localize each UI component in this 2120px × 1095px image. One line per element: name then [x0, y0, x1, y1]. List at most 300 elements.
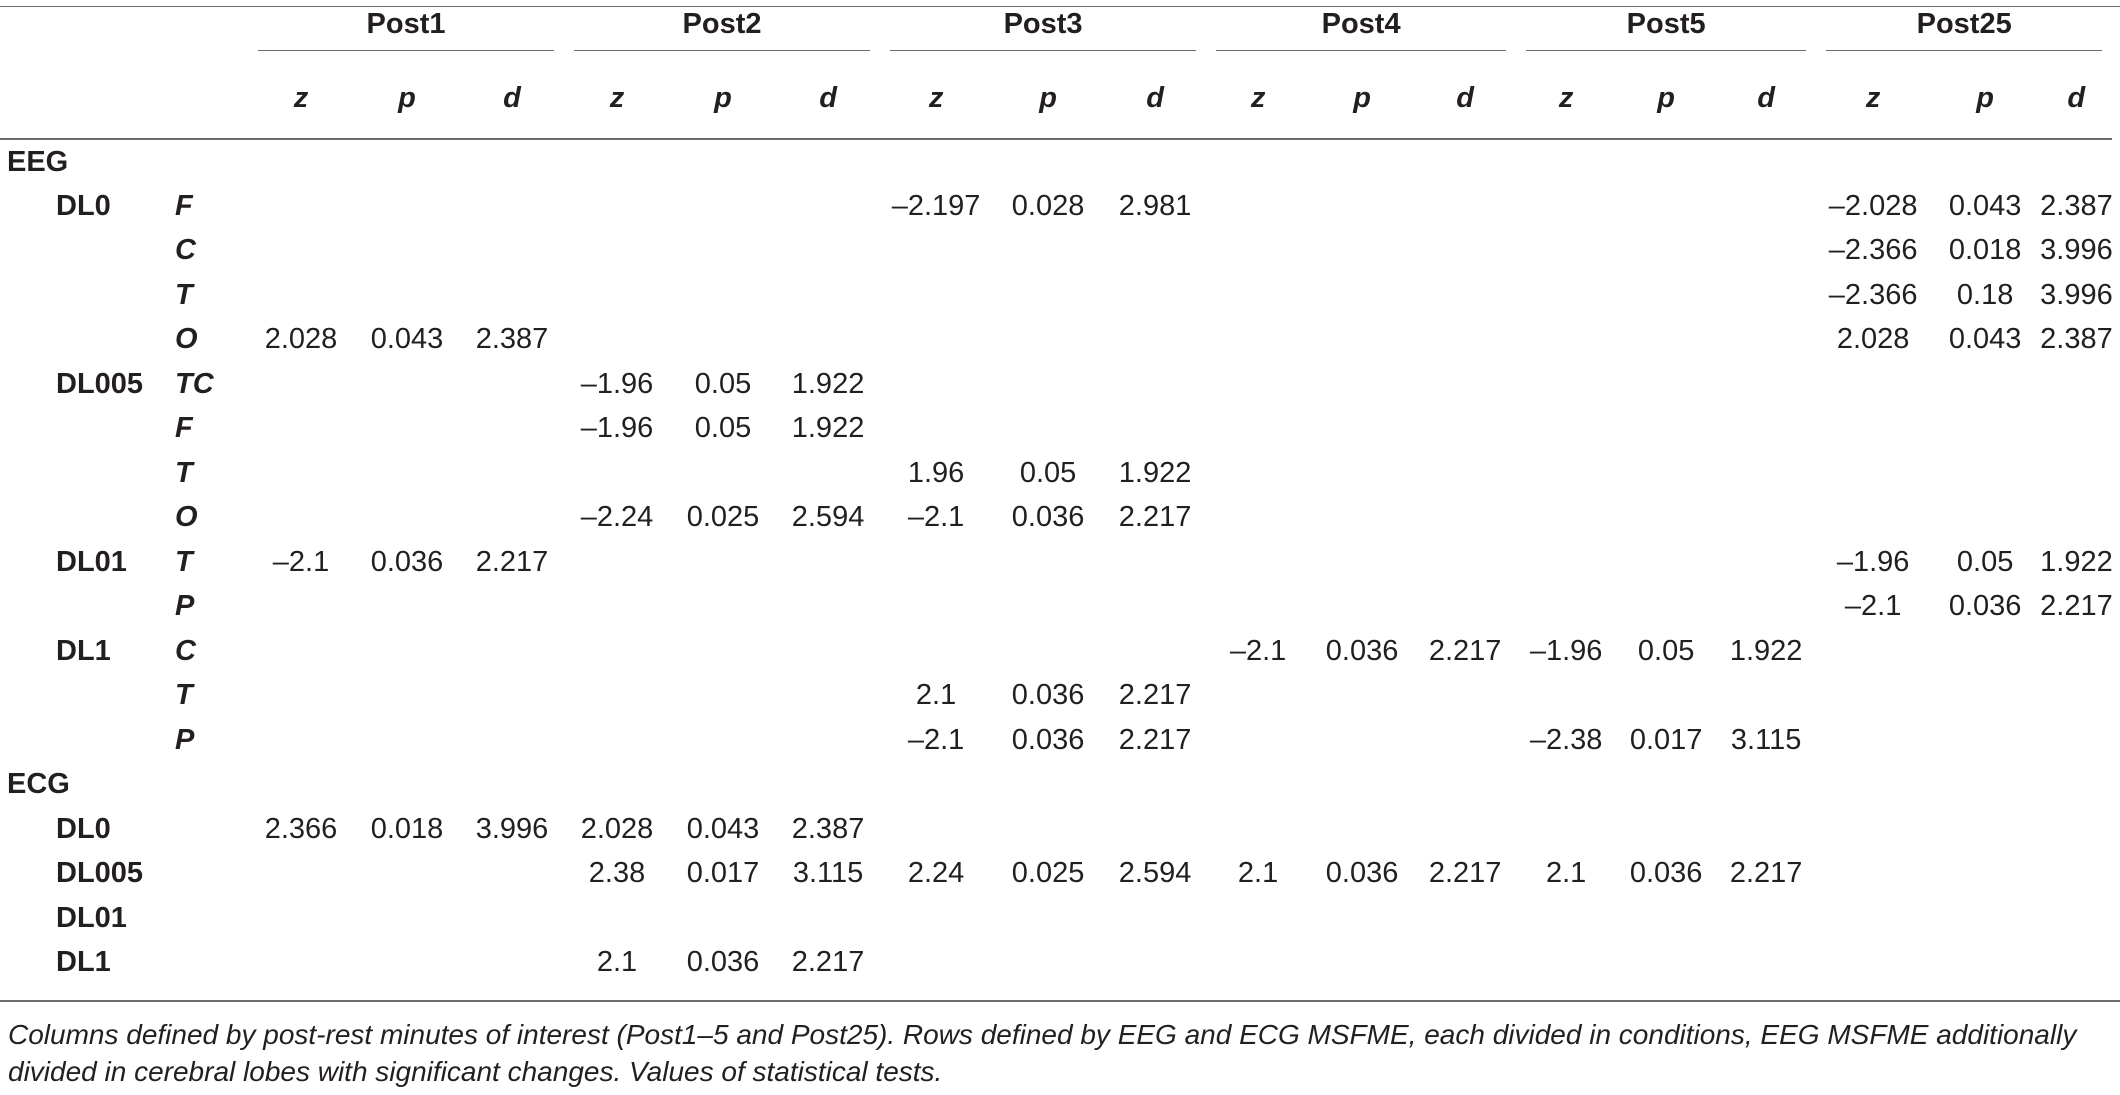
- value-cell: [880, 762, 992, 807]
- value-cell: [564, 451, 670, 496]
- value-cell: [1716, 540, 1816, 585]
- value-cell: 0.05: [1956, 545, 2014, 578]
- value-cell: [992, 317, 1104, 362]
- value-cell: [248, 673, 354, 718]
- value-cell: [776, 317, 880, 362]
- value-cell: 0.036: [370, 545, 444, 578]
- value-cell: [1930, 940, 2040, 985]
- table-row: [0, 896, 2112, 941]
- value-cell: –2.197: [891, 189, 981, 222]
- value-cell: [1716, 406, 1816, 451]
- value-cell: [1414, 317, 1516, 362]
- value-cell: [880, 896, 992, 941]
- value-cell: [354, 273, 460, 318]
- value-cell: [1104, 629, 1206, 674]
- value-cell: –2.028: [1828, 189, 1918, 222]
- value-cell: [1930, 451, 2040, 496]
- value-cell: [670, 139, 776, 184]
- value-cell: [670, 317, 776, 362]
- value-cell: [776, 673, 880, 718]
- value-cell: [1206, 273, 1310, 318]
- value-cell: [1516, 139, 1616, 184]
- value-cell: 0.18: [1956, 278, 2014, 311]
- value-cell: [1310, 139, 1414, 184]
- value-cell: [248, 584, 354, 629]
- value-cell: [564, 762, 670, 807]
- value-cell: [1930, 495, 2040, 540]
- value-cell: [354, 406, 460, 451]
- sub-header-d: d: [1757, 82, 1775, 114]
- value-cell: [460, 896, 564, 941]
- value-cell: [1414, 184, 1516, 229]
- value-cell: [1104, 896, 1206, 941]
- value-cell: [564, 718, 670, 763]
- condition-label: DL01: [56, 545, 127, 578]
- value-cell: 2.594: [791, 501, 865, 534]
- value-cell: [2040, 851, 2112, 896]
- sub-header-row: [0, 58, 2112, 139]
- condition-label: DL01: [56, 901, 127, 934]
- value-cell: [1414, 273, 1516, 318]
- value-cell: 0.017: [1629, 723, 1703, 756]
- value-cell: 2.217: [2040, 590, 2113, 623]
- value-cell: [992, 139, 1104, 184]
- value-cell: [1716, 896, 1816, 941]
- value-cell: 0.05: [1637, 634, 1695, 667]
- value-cell: [248, 940, 354, 985]
- value-cell: [1206, 184, 1310, 229]
- value-cell: [1104, 807, 1206, 852]
- value-cell: [1516, 807, 1616, 852]
- value-cell: [1716, 317, 1816, 362]
- value-cell: [1310, 718, 1414, 763]
- value-cell: [1206, 495, 1310, 540]
- value-cell: [1206, 139, 1310, 184]
- value-cell: [670, 762, 776, 807]
- value-cell: [1414, 673, 1516, 718]
- value-cell: [1414, 896, 1516, 941]
- value-cell: 2.217: [1118, 501, 1192, 534]
- value-cell: 0.043: [1948, 323, 2022, 356]
- table-row: [0, 406, 2112, 451]
- value-cell: [248, 718, 354, 763]
- value-cell: [1930, 629, 2040, 674]
- value-cell: [1930, 673, 2040, 718]
- value-cell: 0.05: [1019, 456, 1077, 489]
- value-cell: 2.028: [580, 812, 654, 845]
- value-cell: [1516, 362, 1616, 407]
- value-cell: [1206, 317, 1310, 362]
- value-cell: 2.387: [791, 812, 865, 845]
- value-cell: [670, 896, 776, 941]
- group-header-post4: [1206, 0, 1516, 58]
- value-cell: 2.1: [1545, 857, 1587, 890]
- sub-header-p: p: [1353, 82, 1371, 114]
- value-cell: –1.96: [580, 412, 654, 445]
- value-cell: [564, 273, 670, 318]
- value-cell: [460, 406, 564, 451]
- indent-cell: [0, 673, 32, 718]
- value-cell: 2.387: [2040, 189, 2113, 222]
- table-row: [0, 762, 2112, 807]
- value-cell: [992, 940, 1104, 985]
- lobe-label: F: [175, 189, 193, 222]
- value-cell: [1716, 807, 1816, 852]
- value-cell: [354, 362, 460, 407]
- condition-label: DL0: [56, 189, 111, 222]
- section-label: EEG: [7, 145, 69, 178]
- value-cell: [2040, 718, 2112, 763]
- group-header-post3: [880, 0, 1206, 58]
- table-header: [0, 0, 2112, 139]
- value-cell: [248, 273, 354, 318]
- value-cell: [354, 451, 460, 496]
- value-cell: [564, 184, 670, 229]
- table-row: [0, 317, 2112, 362]
- value-cell: [248, 406, 354, 451]
- value-cell: [1516, 540, 1616, 585]
- group-header-post1: [248, 0, 564, 58]
- lobe-label: T: [175, 278, 193, 311]
- value-cell: –2.1: [1229, 634, 1287, 667]
- value-cell: [1414, 406, 1516, 451]
- value-cell: [1616, 584, 1716, 629]
- lobe-label: T: [175, 679, 193, 712]
- value-cell: 3.115: [792, 857, 864, 890]
- value-cell: [1414, 495, 1516, 540]
- value-cell: 0.036: [1011, 501, 1085, 534]
- lobe-label: T: [175, 545, 193, 578]
- value-cell: [1310, 362, 1414, 407]
- value-cell: [1816, 896, 1930, 941]
- value-cell: [992, 273, 1104, 318]
- value-cell: [2040, 896, 2112, 941]
- value-cell: [1414, 451, 1516, 496]
- table-row: [0, 228, 2112, 273]
- value-cell: [460, 673, 564, 718]
- group-header-post2: [564, 0, 880, 58]
- group-header-label: Post2: [574, 8, 870, 51]
- table-row: [0, 495, 2112, 540]
- value-cell: –2.38: [1529, 723, 1603, 756]
- value-cell: 2.217: [1428, 634, 1502, 667]
- value-cell: [1206, 718, 1310, 763]
- value-cell: [992, 807, 1104, 852]
- value-cell: 1.922: [2040, 545, 2113, 578]
- group-header-post25: [1816, 0, 2112, 58]
- value-cell: [880, 362, 992, 407]
- table-row: [0, 139, 2112, 184]
- value-cell: [1816, 629, 1930, 674]
- indent-cell: [0, 228, 32, 273]
- value-cell: 0.043: [370, 323, 444, 356]
- value-cell: [1516, 451, 1616, 496]
- value-cell: [248, 228, 354, 273]
- value-cell: [564, 629, 670, 674]
- value-cell: 0.036: [1011, 723, 1085, 756]
- value-cell: [1516, 940, 1616, 985]
- value-cell: –2.1: [1844, 590, 1902, 623]
- value-cell: –2.1: [272, 545, 330, 578]
- value-cell: [354, 851, 460, 896]
- value-cell: [1414, 139, 1516, 184]
- sub-header-p: p: [398, 82, 416, 114]
- table-caption: Columns defined by post-rest minutes of interest (Post1–5 and Post25). Rows defined by EEG and ECG MSFME, each divided in conditions, EEG MSFME additionally divided in cerebral lobes with significant changes. Values of statistical tests.: [8, 1019, 2077, 1087]
- group-header-label: Post1: [258, 8, 554, 51]
- value-cell: [248, 451, 354, 496]
- value-cell: [2040, 495, 2112, 540]
- value-cell: [1104, 584, 1206, 629]
- value-cell: [2040, 362, 2112, 407]
- value-cell: [992, 629, 1104, 674]
- indent-cell: [0, 851, 32, 896]
- value-cell: [1716, 139, 1816, 184]
- value-cell: [1616, 807, 1716, 852]
- value-cell: [1104, 139, 1206, 184]
- value-cell: [1616, 673, 1716, 718]
- value-cell: 2.1: [915, 679, 957, 712]
- value-cell: [1516, 317, 1616, 362]
- table-bottom-rule: [0, 1000, 2120, 1002]
- indent-cell: [0, 273, 32, 318]
- group-header-post5: [1516, 0, 1816, 58]
- indent-cell: [0, 406, 32, 451]
- indent-cell: [0, 451, 32, 496]
- value-cell: [354, 495, 460, 540]
- lobe-label: C: [175, 234, 196, 267]
- sub-header-z: z: [1865, 82, 1881, 114]
- value-cell: [1206, 540, 1310, 585]
- value-cell: 3.996: [2040, 234, 2113, 267]
- value-cell: [670, 451, 776, 496]
- value-cell: –1.96: [1836, 545, 1910, 578]
- lobe-label: [172, 940, 248, 985]
- value-cell: 2.981: [1118, 189, 1192, 222]
- sub-header-z: z: [1558, 82, 1574, 114]
- value-cell: [354, 896, 460, 941]
- value-cell: [1616, 362, 1716, 407]
- table-body: [0, 139, 2112, 985]
- value-cell: [670, 184, 776, 229]
- value-cell: 2.217: [475, 545, 549, 578]
- value-cell: [1716, 762, 1816, 807]
- value-cell: 0.036: [686, 946, 760, 979]
- value-cell: [1206, 673, 1310, 718]
- value-cell: [1616, 762, 1716, 807]
- value-cell: [1616, 896, 1716, 941]
- value-cell: 3.996: [2040, 278, 2113, 311]
- value-cell: [1716, 273, 1816, 318]
- value-cell: [1104, 228, 1206, 273]
- value-cell: [880, 317, 992, 362]
- value-cell: [1414, 540, 1516, 585]
- value-cell: [1104, 273, 1206, 318]
- value-cell: [1716, 362, 1816, 407]
- value-cell: [1516, 228, 1616, 273]
- value-cell: [1716, 940, 1816, 985]
- value-cell: [776, 629, 880, 674]
- value-cell: [1310, 228, 1414, 273]
- value-cell: [248, 362, 354, 407]
- value-cell: [1104, 540, 1206, 585]
- lobe-label: P: [175, 723, 195, 756]
- value-cell: 0.028: [1011, 189, 1085, 222]
- condition-label: [32, 495, 172, 540]
- value-cell: 0.025: [1011, 857, 1085, 890]
- value-cell: [1616, 451, 1716, 496]
- value-cell: [670, 228, 776, 273]
- condition-label: [32, 673, 172, 718]
- value-cell: [1516, 406, 1616, 451]
- value-cell: [354, 629, 460, 674]
- value-cell: [1104, 317, 1206, 362]
- table-row: [0, 851, 2112, 896]
- value-cell: –2.24: [580, 501, 654, 534]
- value-cell: [992, 228, 1104, 273]
- value-cell: [354, 139, 460, 184]
- value-cell: [992, 584, 1104, 629]
- header-spacer: [0, 0, 248, 58]
- sub-header-z: z: [928, 82, 944, 114]
- value-cell: [1616, 540, 1716, 585]
- lobe-label: T: [175, 456, 193, 489]
- value-cell: [354, 184, 460, 229]
- group-header-label: Post25: [1826, 8, 2102, 51]
- value-cell: [460, 495, 564, 540]
- value-cell: [1414, 228, 1516, 273]
- value-cell: [1930, 718, 2040, 763]
- lobe-label: F: [175, 412, 193, 445]
- value-cell: [1310, 896, 1414, 941]
- value-cell: [460, 940, 564, 985]
- value-cell: [354, 718, 460, 763]
- value-cell: [1310, 184, 1414, 229]
- condition-label: DL005: [56, 857, 144, 890]
- value-cell: [460, 228, 564, 273]
- value-cell: 2.217: [1428, 857, 1502, 890]
- value-cell: [1816, 940, 1930, 985]
- value-cell: [2040, 451, 2112, 496]
- value-cell: [354, 584, 460, 629]
- lobe-label: TC: [175, 367, 214, 400]
- value-cell: [460, 273, 564, 318]
- value-cell: [1104, 762, 1206, 807]
- value-cell: 0.025: [686, 501, 760, 534]
- value-cell: [1930, 807, 2040, 852]
- value-cell: [1716, 228, 1816, 273]
- value-cell: –1.96: [1529, 634, 1603, 667]
- value-cell: [1930, 896, 2040, 941]
- value-cell: 3.996: [475, 812, 549, 845]
- sub-header-d: d: [1146, 82, 1164, 114]
- lobe-label: [172, 851, 248, 896]
- value-cell: [460, 629, 564, 674]
- value-cell: [1516, 762, 1616, 807]
- value-cell: [992, 540, 1104, 585]
- value-cell: [1516, 184, 1616, 229]
- value-cell: [1930, 406, 2040, 451]
- value-cell: [1310, 317, 1414, 362]
- value-cell: 0.05: [694, 412, 752, 445]
- condition-label: DL1: [56, 634, 111, 667]
- value-cell: [992, 406, 1104, 451]
- table-row: [0, 718, 2112, 763]
- value-cell: [1930, 851, 2040, 896]
- value-cell: 2.217: [791, 946, 865, 979]
- value-cell: [992, 362, 1104, 407]
- value-cell: [776, 273, 880, 318]
- value-cell: [564, 540, 670, 585]
- value-cell: [1104, 940, 1206, 985]
- value-cell: 1.922: [791, 412, 865, 445]
- value-cell: [1310, 807, 1414, 852]
- value-cell: [354, 762, 460, 807]
- value-cell: [1206, 584, 1310, 629]
- sub-header-p: p: [1657, 82, 1675, 114]
- indent-cell: [0, 584, 32, 629]
- group-header-label: Post3: [890, 8, 1196, 51]
- sub-header-z: z: [293, 82, 309, 114]
- value-cell: 1.922: [1729, 634, 1803, 667]
- value-cell: [1310, 940, 1414, 985]
- value-cell: [880, 807, 992, 852]
- value-cell: 1.922: [1118, 456, 1192, 489]
- table-row: [0, 584, 2112, 629]
- group-header-label: Post5: [1526, 8, 1806, 51]
- value-cell: [1616, 406, 1716, 451]
- value-cell: [564, 673, 670, 718]
- value-cell: [460, 139, 564, 184]
- value-cell: [776, 718, 880, 763]
- value-cell: [1206, 807, 1310, 852]
- value-cell: [1816, 673, 1930, 718]
- value-cell: [670, 540, 776, 585]
- value-cell: [1310, 495, 1414, 540]
- value-cell: [564, 139, 670, 184]
- header-spacer: [0, 58, 248, 139]
- value-cell: [1414, 807, 1516, 852]
- value-cell: 0.018: [1948, 234, 2022, 267]
- value-cell: [564, 896, 670, 941]
- value-cell: 1.96: [907, 456, 965, 489]
- value-cell: 0.017: [686, 857, 760, 890]
- value-cell: [992, 762, 1104, 807]
- value-cell: [2040, 673, 2112, 718]
- sub-header-p: p: [1976, 82, 1995, 114]
- value-cell: [992, 896, 1104, 941]
- value-cell: [564, 317, 670, 362]
- value-cell: [1716, 584, 1816, 629]
- value-cell: [1516, 495, 1616, 540]
- value-cell: [880, 629, 992, 674]
- value-cell: 0.036: [1629, 857, 1703, 890]
- value-cell: [1104, 362, 1206, 407]
- section-label: ECG: [7, 768, 70, 801]
- value-cell: 2.1: [1237, 857, 1279, 890]
- condition-label: [32, 718, 172, 763]
- value-cell: [1310, 584, 1414, 629]
- value-cell: [1816, 139, 1930, 184]
- group-header-row: [0, 0, 2112, 58]
- value-cell: [880, 940, 992, 985]
- value-cell: 2.217: [1729, 857, 1803, 890]
- value-cell: [460, 451, 564, 496]
- value-cell: 2.24: [907, 857, 965, 890]
- value-cell: [1816, 406, 1930, 451]
- value-cell: 2.217: [1118, 723, 1192, 756]
- indent-cell: [0, 540, 32, 585]
- condition-label: DL0: [56, 812, 111, 845]
